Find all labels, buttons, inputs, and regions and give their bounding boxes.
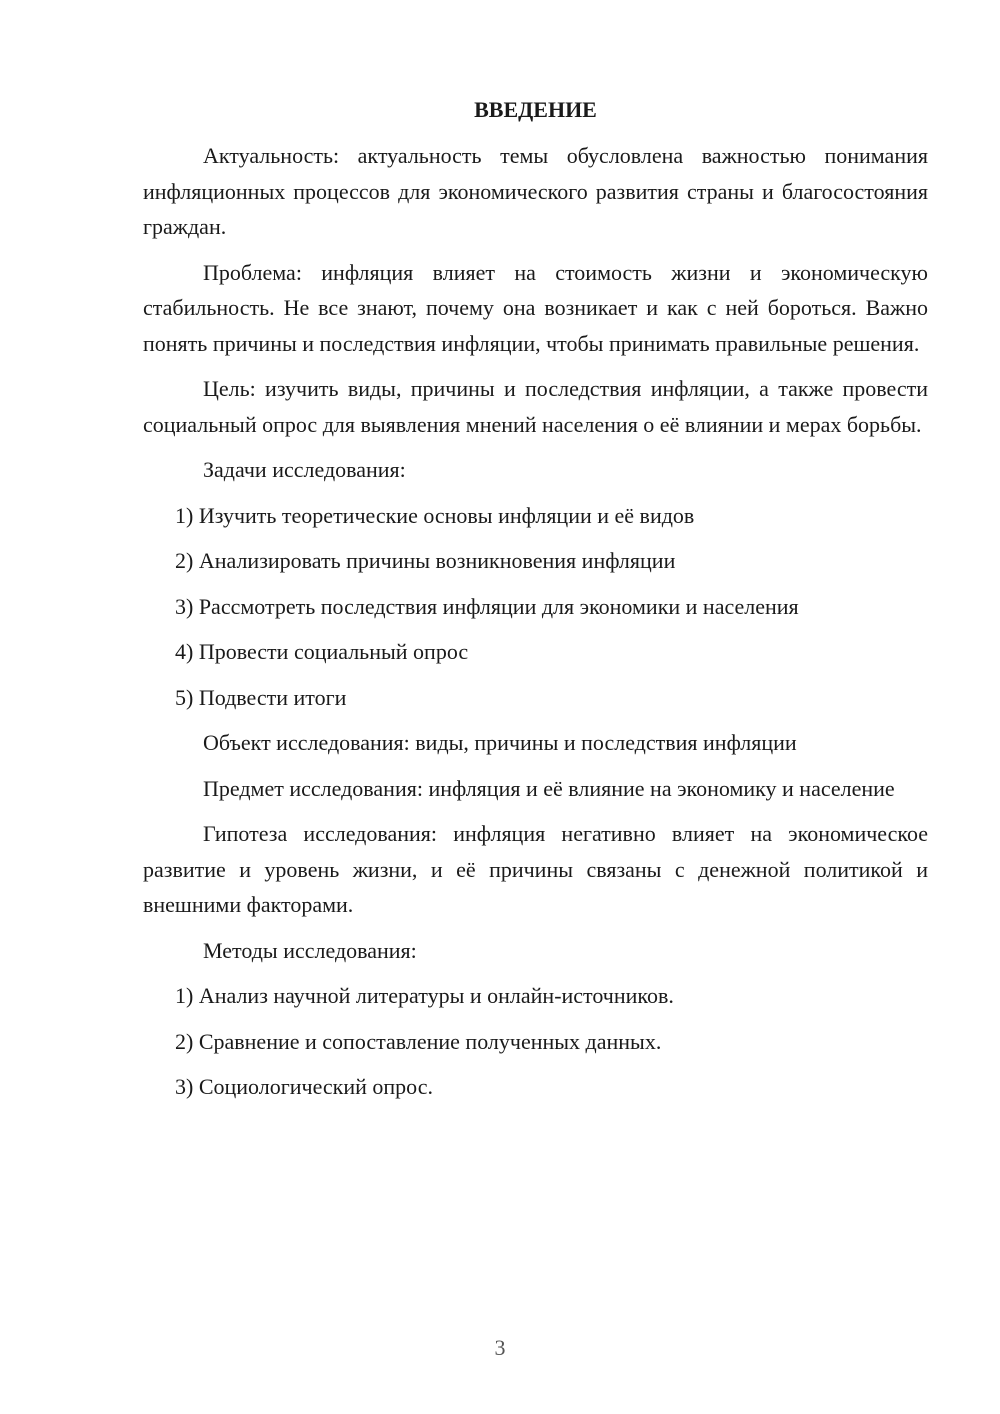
page-title: ВВЕДЕНИЕ [474,97,597,122]
task-item: 2) Анализировать причины возникновения инфляции [175,548,676,573]
document-page [143,92,928,1115]
paragraph-relevance: Актуальность: актуальность темы обусловлена важностью понимания инфляционных процессов для экономического развития страны и благосостояния граждан. [143,143,928,239]
task-item: 4) Провести социальный опрос [175,639,469,664]
methods-list [143,978,928,1105]
paragraph-subject: Предмет исследования: инфляция и её влияние на экономику и население [203,775,895,801]
method-item: 1) Анализ научной литературы и онлайн-источников. [175,983,674,1008]
tasks-heading: Задачи исследования: [203,457,406,482]
paragraph-hypothesis: Гипотеза исследования: инфляция негативно влияет на экономическое развитие и уровень жизни, и её причины связаны с денежной политикой и внешними факторами. [143,821,928,917]
task-item: 3) Рассмотреть последствия инфляции для экономики и населения [175,593,799,619]
method-item: 3) Социологический опрос. [175,1074,433,1099]
methods-heading: Методы исследования: [203,937,417,963]
task-item: 1) Изучить теоретические основы инфляции и её видов [175,502,695,528]
paragraph-problem: Проблема: инфляция влияет на стоимость жизни и экономическую стабильность. Не все знают, почему она возникает и как с ней бороться. Важно понять причины и последствия инфляции, чтобы принимать правильные решения. [143,259,928,356]
task-item: 5) Подвести итоги [175,684,347,710]
tasks-list [143,498,928,716]
paragraph-goal: Цель: изучить виды, причины и последствия инфляции, а также провести социальный опрос для выявления мнений населения о её влиянии и мерах борьбы. [143,376,928,437]
page-number: 3 [494,1335,506,1360]
method-item: 2) Сравнение и сопоставление полученных данных. [175,1028,662,1054]
paragraph-object: Объект исследования: виды, причины и последствия инфляции [203,730,797,755]
